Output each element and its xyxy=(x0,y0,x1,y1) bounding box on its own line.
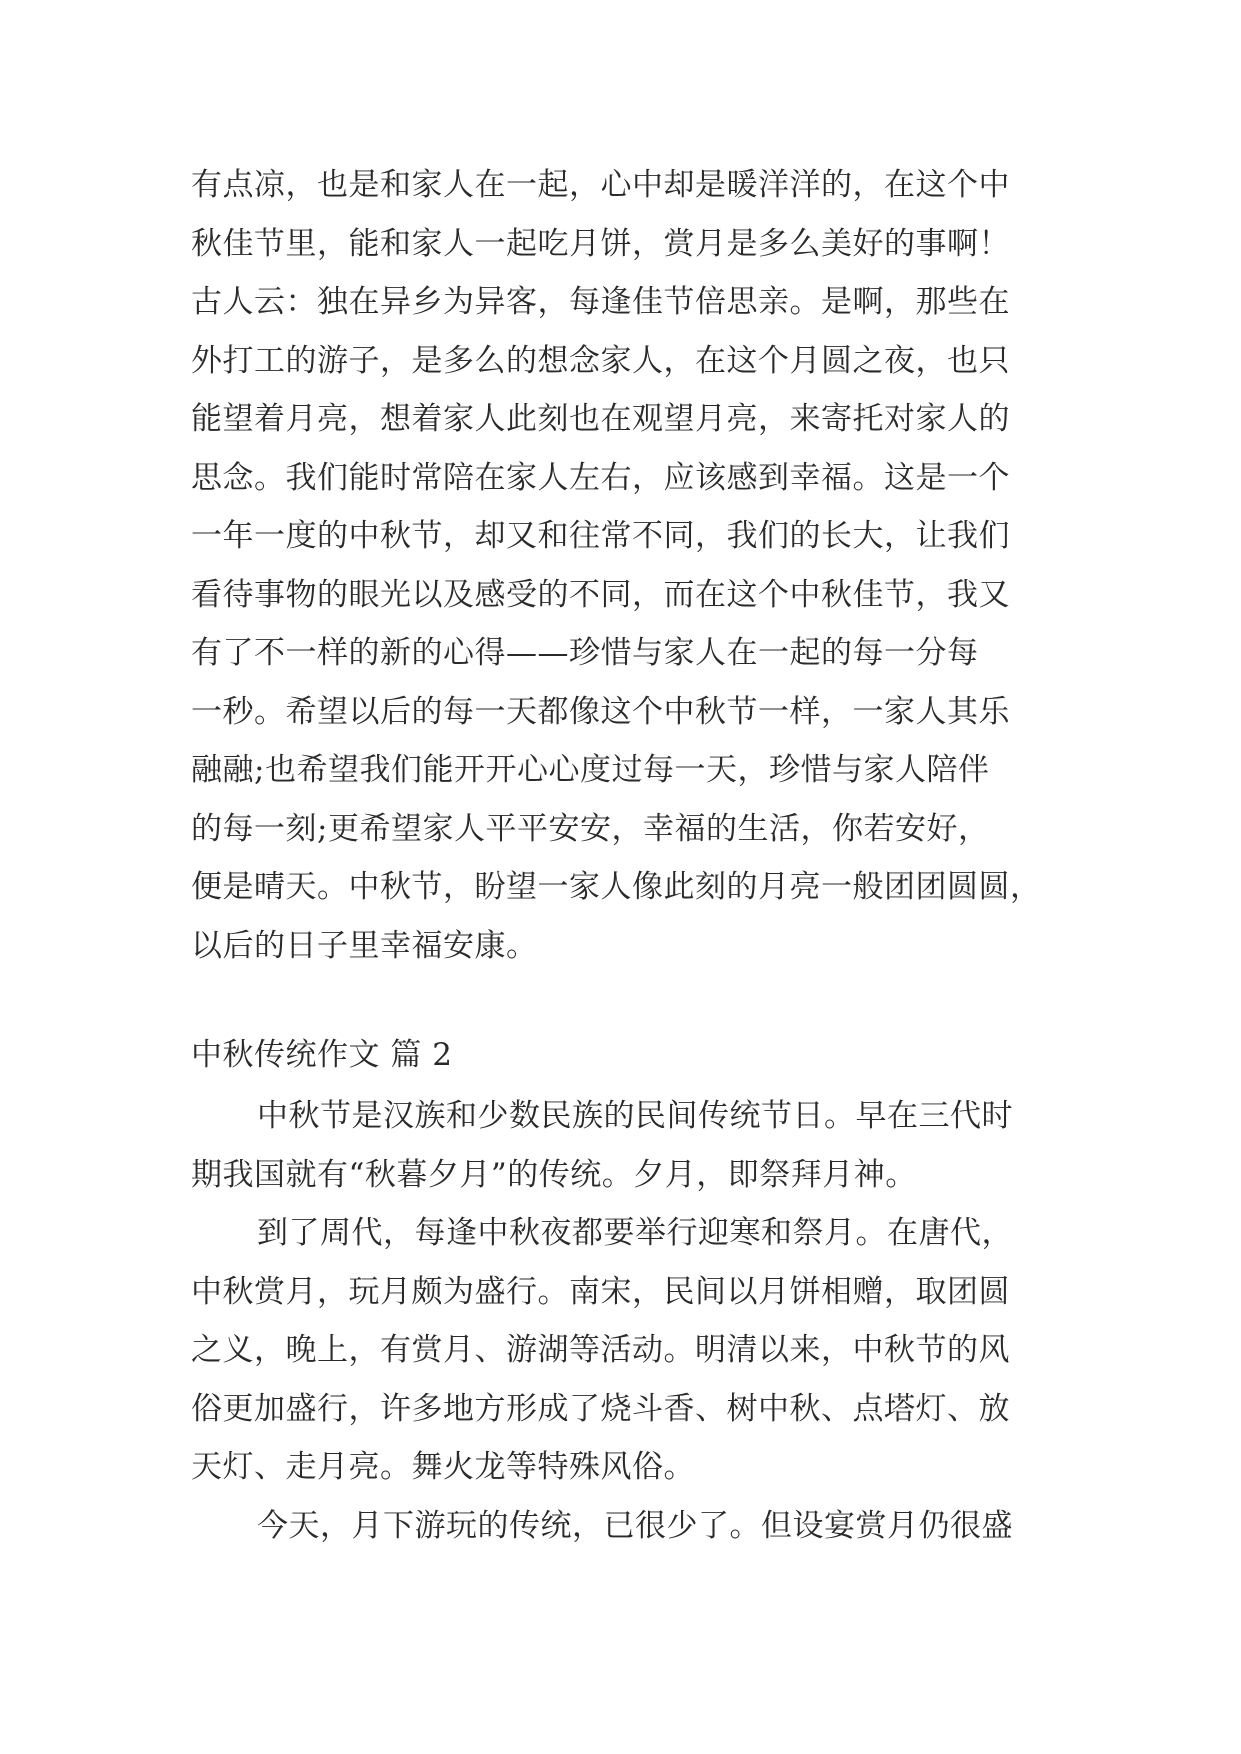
text-line: 有了不一样的新的心得——珍惜与家人在一起的每一分每 xyxy=(191,635,979,671)
text-line: 能望着月亮，想着家人此刻也在观望月亮，来寄托对家人的 xyxy=(191,401,1010,437)
text-line: 思念。我们能时常陪在家人左右，应该感到幸福。这是一个 xyxy=(191,459,1010,496)
text-line: 天灯、走月亮。舞火龙等特殊风俗。 xyxy=(191,1449,695,1485)
text-line: 看待事物的眼光以及感受的不同，而在这个中秋佳节，我又 xyxy=(191,576,1010,613)
text-line: 外打工的游子，是多么的想念家人，在这个月圆之夜，也只 xyxy=(191,342,1010,379)
text-line: 古人云：独在异乡为异客，每逢佳节倍思亲。是啊，那些在 xyxy=(191,284,1010,320)
text-line: 今天，月下游玩的传统，已很少了。但设宴赏月仍很盛 xyxy=(257,1507,1013,1544)
text-line: 秋佳节里，能和家人一起吃月饼，赏月是多么美好的事啊！ xyxy=(191,225,1010,262)
text-line: 中秋节是汉族和少数民族的民间传统节日。早在三代时 xyxy=(257,1098,1013,1134)
text-line: 便是晴天。中秋节，盼望一家人像此刻的月亮一般团团圆圆， xyxy=(191,869,1042,905)
text-line: 之义，晚上，有赏月、游湖等活动。明清以来，中秋节的风 xyxy=(191,1332,1010,1368)
text-line: 融融;也希望我们能开开心心度过每一天，珍惜与家人陪伴 xyxy=(191,752,990,788)
continuation-paragraph xyxy=(191,156,1061,975)
text-line: 俗更加盛行，许多地方形成了烧斗香、树中秋、点塔灯、放 xyxy=(191,1390,1010,1427)
section-heading: 中秋传统作文 篇 2 xyxy=(191,1037,453,1073)
section-2-body xyxy=(191,1087,1061,1555)
text-line: 期我国就有“秋暮夕月”的传统。夕月，即祭拜月神。 xyxy=(191,1156,917,1193)
text-line: 中秋赏月，玩月颇为盛行。南宋，民间以月饼相赠，取团圆 xyxy=(191,1273,1010,1310)
text-line: 以后的日子里幸福安康。 xyxy=(191,927,538,964)
text-line: 到了周代，每逢中秋夜都要举行迎寒和祭月。在唐代， xyxy=(257,1215,1013,1251)
text-line: 有点凉，也是和家人在一起，心中却是暖洋洋的，在这个中 xyxy=(191,167,1010,203)
text-line: 的每一刻;更希望家人平平安安，幸福的生活，你若安好， xyxy=(191,810,990,847)
text-line: 一年一度的中秋节，却又和往常不同，我们的长大，让我们 xyxy=(191,518,1010,554)
text-line: 一秒。希望以后的每一天都像这个中秋节一样，一家人其乐 xyxy=(191,693,1010,730)
